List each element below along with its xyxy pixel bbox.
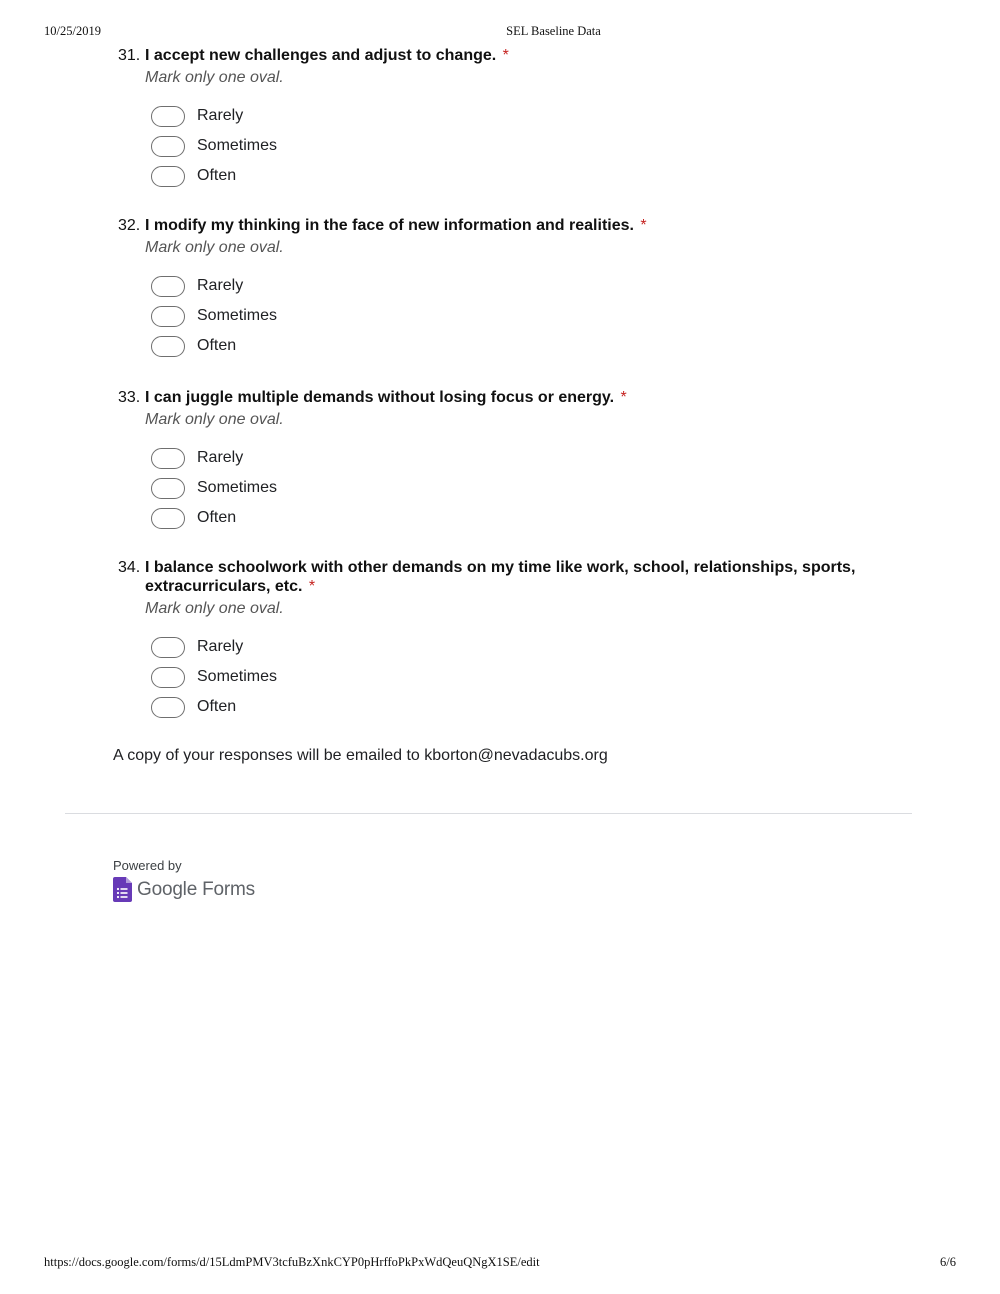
question-title bbox=[118, 558, 878, 596]
question-hint: Mark only one oval. bbox=[145, 411, 284, 428]
option-label: Rarely bbox=[197, 449, 244, 466]
option-sometimes[interactable] bbox=[151, 131, 878, 161]
question-31 bbox=[118, 46, 878, 191]
powered-by-label: Powered by bbox=[113, 858, 182, 873]
radio-oval[interactable] bbox=[151, 106, 185, 127]
print-footer bbox=[0, 1255, 1000, 1273]
required-asterisk: * bbox=[308, 578, 316, 595]
option-label: Rarely bbox=[197, 107, 244, 124]
powered-by-section bbox=[113, 858, 255, 902]
option-label: Often bbox=[197, 698, 237, 715]
option-sometimes[interactable] bbox=[151, 473, 878, 503]
question-text: I balance schoolwork with other demands on my time like work, school, relationships, sports, extracurriculars, etc. bbox=[145, 559, 856, 595]
option-rarely[interactable] bbox=[151, 443, 878, 473]
radio-oval[interactable] bbox=[151, 448, 185, 469]
option-label: Rarely bbox=[197, 277, 244, 294]
radio-oval[interactable] bbox=[151, 166, 185, 187]
option-label: Sometimes bbox=[197, 479, 278, 496]
page-number: 6/6 bbox=[940, 1255, 956, 1269]
radio-oval[interactable] bbox=[151, 637, 185, 658]
divider bbox=[65, 813, 912, 814]
radio-oval[interactable] bbox=[151, 306, 185, 327]
google-forms-icon bbox=[113, 877, 132, 902]
option-label: Rarely bbox=[197, 638, 244, 655]
required-asterisk: * bbox=[620, 389, 627, 406]
question-hint: Mark only one oval. bbox=[145, 239, 284, 256]
required-asterisk: * bbox=[502, 47, 509, 64]
google-forms-logo bbox=[113, 877, 255, 902]
question-hint: Mark only one oval. bbox=[145, 600, 284, 617]
question-number: 34. bbox=[118, 559, 141, 576]
print-date: 10/25/2019 bbox=[44, 24, 101, 38]
option-label: Sometimes bbox=[197, 668, 278, 685]
google-forms-wordmark: Google Forms bbox=[137, 878, 255, 900]
option-label: Often bbox=[197, 337, 237, 354]
question-title bbox=[118, 216, 878, 235]
radio-oval[interactable] bbox=[151, 336, 185, 357]
question-title bbox=[118, 46, 878, 65]
question-text: I accept new challenges and adjust to change. bbox=[145, 47, 497, 64]
option-rarely[interactable] bbox=[151, 101, 878, 131]
option-label: Sometimes bbox=[197, 307, 278, 324]
question-number: 33. bbox=[118, 389, 141, 406]
question-34 bbox=[118, 558, 878, 722]
question-number: 31. bbox=[118, 47, 141, 64]
question-33 bbox=[118, 388, 878, 533]
required-asterisk: * bbox=[640, 217, 647, 234]
question-32 bbox=[118, 216, 878, 361]
option-sometimes[interactable] bbox=[151, 301, 878, 331]
option-often[interactable] bbox=[151, 161, 878, 191]
radio-oval[interactable] bbox=[151, 697, 185, 718]
option-often[interactable] bbox=[151, 331, 878, 361]
option-sometimes[interactable] bbox=[151, 662, 878, 692]
question-title bbox=[118, 388, 878, 407]
option-label: Often bbox=[197, 509, 237, 526]
question-text: I can juggle multiple demands without losing focus or energy. bbox=[145, 389, 615, 406]
question-text: I modify my thinking in the face of new information and realities. bbox=[145, 217, 634, 234]
radio-oval[interactable] bbox=[151, 667, 185, 688]
radio-oval[interactable] bbox=[151, 508, 185, 529]
radio-oval[interactable] bbox=[151, 136, 185, 157]
option-list bbox=[151, 443, 878, 533]
radio-oval[interactable] bbox=[151, 478, 185, 499]
print-header bbox=[0, 24, 1000, 42]
page-url: https://docs.google.com/forms/d/15LdmPMV3tcfuBzXnkCYP0pHrffoPkPxWdQeuQNgX1SE/edit bbox=[44, 1255, 540, 1269]
option-often[interactable] bbox=[151, 503, 878, 533]
option-list bbox=[151, 632, 878, 722]
email-copy-note: A copy of your responses will be emailed to kborton@nevadacubs.org bbox=[113, 747, 608, 764]
option-list bbox=[151, 271, 878, 361]
option-rarely[interactable] bbox=[151, 271, 878, 301]
option-rarely[interactable] bbox=[151, 632, 878, 662]
option-label: Often bbox=[197, 167, 237, 184]
radio-oval[interactable] bbox=[151, 276, 185, 297]
question-hint: Mark only one oval. bbox=[145, 69, 284, 86]
question-number: 32. bbox=[118, 217, 141, 234]
document-title: SEL Baseline Data bbox=[506, 24, 601, 38]
option-often[interactable] bbox=[151, 692, 878, 722]
option-list bbox=[151, 101, 878, 191]
option-label: Sometimes bbox=[197, 137, 278, 154]
